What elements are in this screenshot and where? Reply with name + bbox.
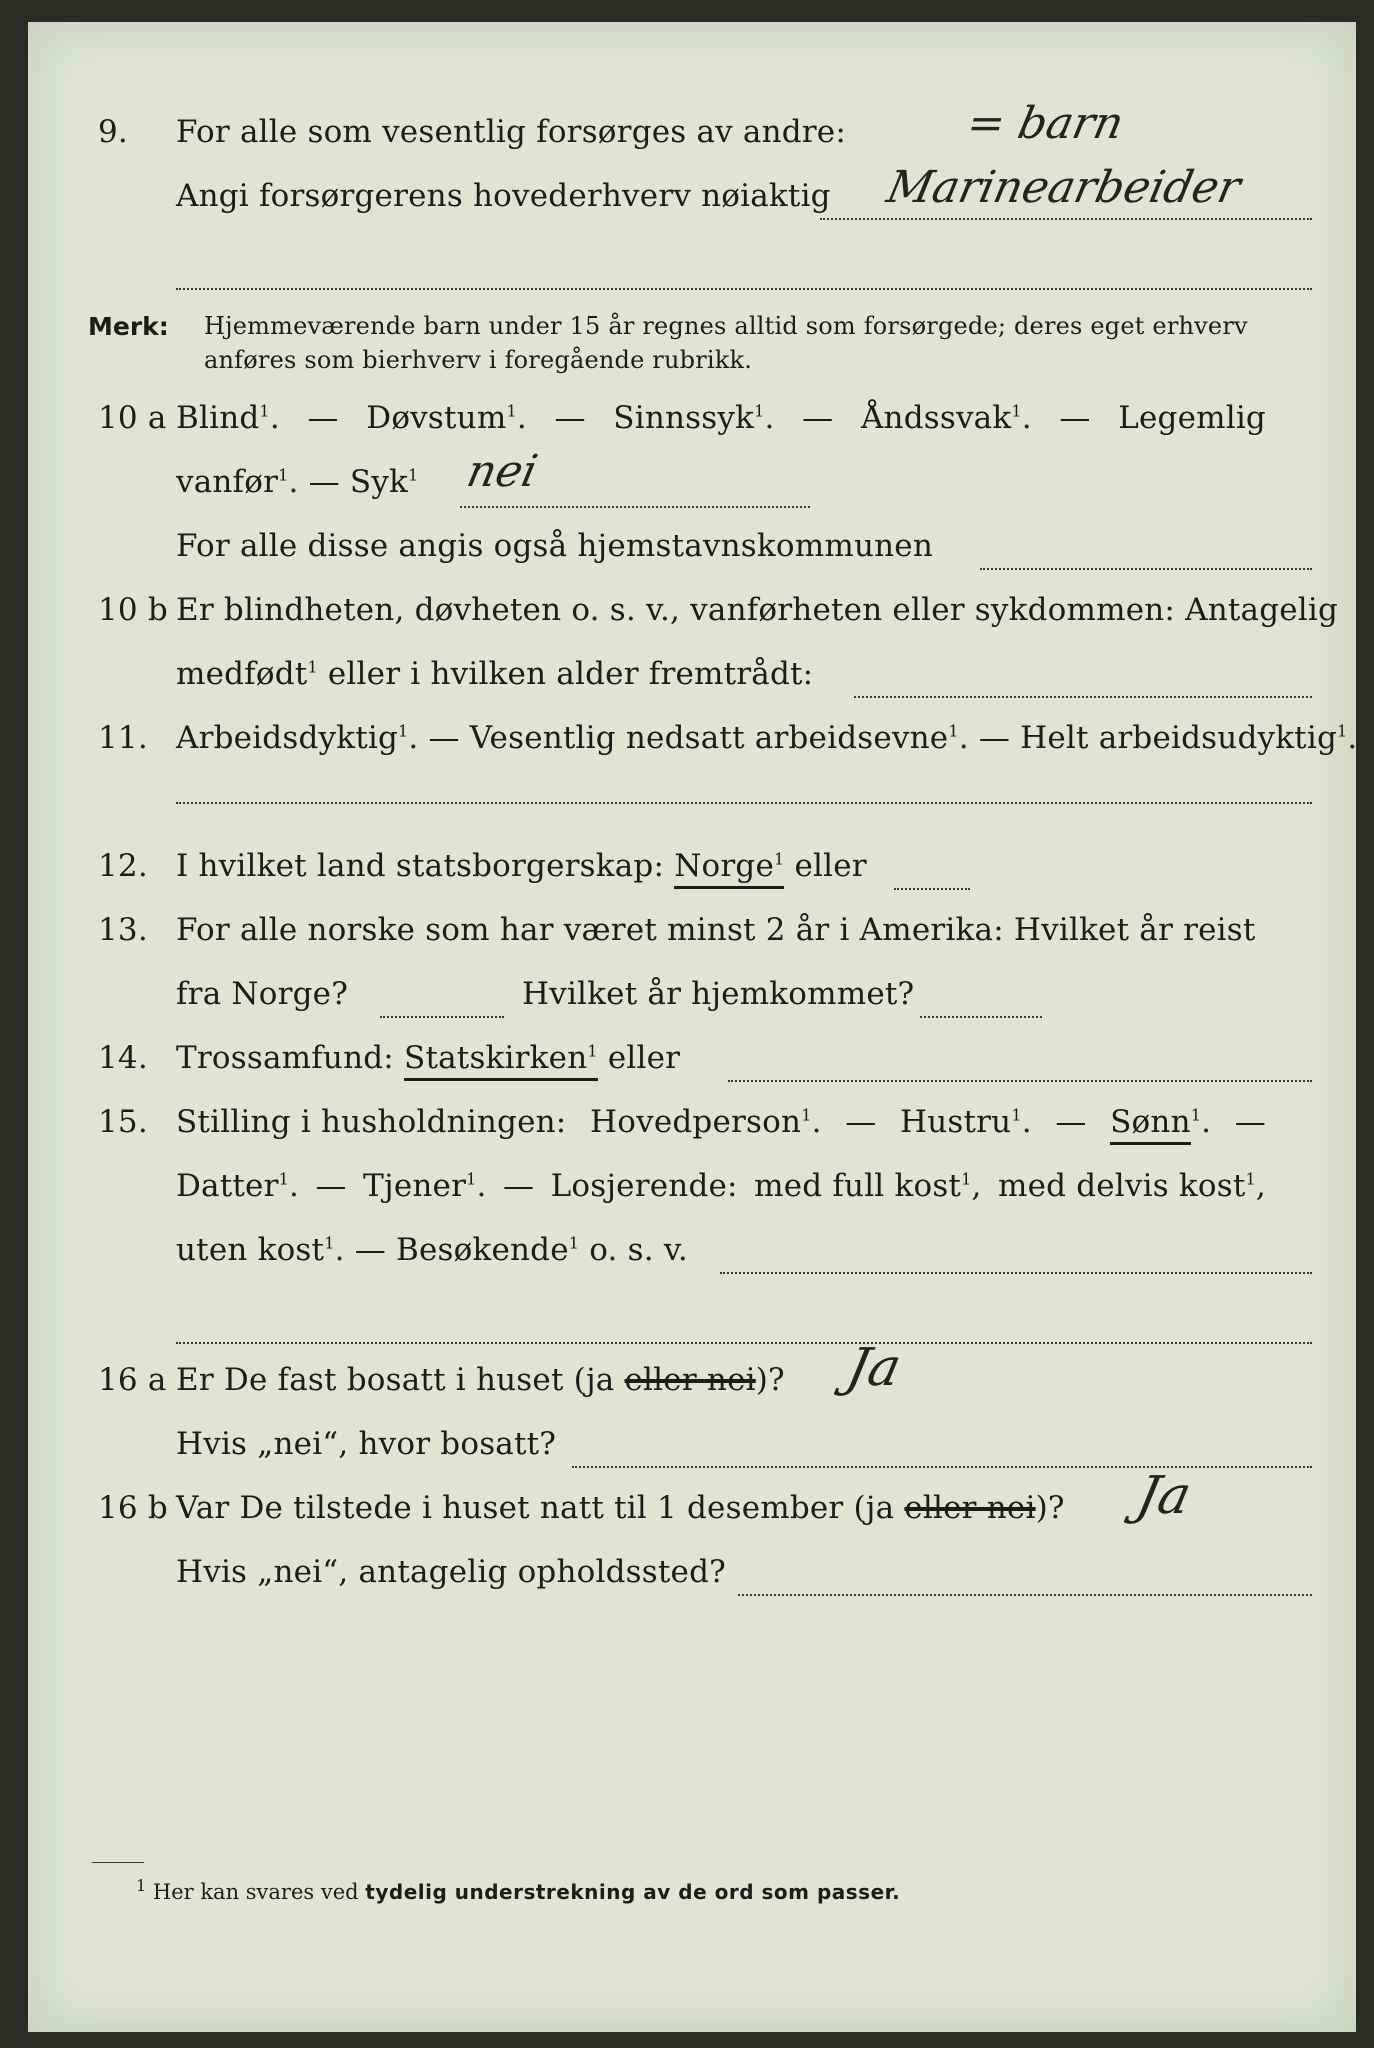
q9-text1: For alle som vesentlig forsørges av andre: (176, 114, 846, 150)
opt-syk: Syk (349, 464, 409, 500)
opt-full-kost: med full kost (754, 1168, 962, 1204)
q10a-number: 10 a (98, 400, 167, 436)
q15-osv: o. s. v. (589, 1232, 688, 1268)
q9-number: 9. (98, 114, 128, 150)
q15-number: 15. (98, 1104, 148, 1140)
opt-medfodt: medfødt (176, 656, 308, 692)
opt-datter: Datter (176, 1168, 279, 1204)
opt-sinnssyk: Sinnssyk (613, 400, 755, 436)
q13-hjemkommet-line (920, 1016, 1042, 1018)
opt-statskirken: Statskirken$^1$ (404, 1040, 598, 1081)
opt-uten-kost: uten kost (176, 1232, 325, 1268)
q15-extra-line (176, 1342, 1312, 1344)
q9-text2: Angi forsørgerens hovederhverv nøiaktig (176, 178, 831, 214)
q10a-options: Blind$^1$. — Døvstum$^1$. — Sinnssyk$^1$. — Åndssvak$^1$. — Legemlig (176, 400, 1266, 436)
opt-legemlig: Legemlig (1118, 400, 1266, 436)
opt-hovedperson: Hovedperson (590, 1104, 802, 1140)
q12-text: I hvilket land statsborgerskap: (176, 848, 665, 884)
q14-text: Trossamfund: (176, 1040, 394, 1076)
merk-text1: Hjemmeværende barn under 15 år regnes alltid som forsørgede; deres eget erhverv (204, 312, 1248, 340)
footnote-mark: 1 (136, 1876, 147, 1895)
q10a-handwritten-answer: nei (462, 446, 542, 497)
q13-number: 13. (98, 912, 148, 948)
opt-arbeidsdyktig: Arbeidsdyktig (176, 720, 399, 756)
q15-text: Stilling i husholdningen: (176, 1104, 567, 1140)
q16b-text1: Var De tilstede i huset natt til 1 desember (ja (176, 1490, 895, 1526)
q9-answer-line (820, 218, 1312, 220)
q10b-text1: Er blindheten, døvheten o. s. v., vanførheten eller sykdommen: Antagelig (176, 592, 1339, 628)
footnote-text: Her kan svares ved (152, 1880, 359, 1904)
q13-reist-line (380, 1016, 504, 1018)
q16a-text1: Er De fast bosatt i huset (ja (176, 1362, 615, 1398)
q16a-text2: Hvis „nei“, hvor bosatt? (176, 1426, 557, 1462)
opt-besokende: Besøkende (395, 1232, 569, 1268)
opt-hustru: Hustru (899, 1104, 1012, 1140)
q12-answer-line (894, 888, 970, 890)
q10a-kommune-line (980, 568, 1312, 570)
merk-text2: anføres som bierhverv i foregående rubrikk. (204, 346, 753, 374)
q9-handwritten-answer2: Marinearbeider (882, 162, 1245, 213)
opt-udyktig: Helt arbeidsudyktig (1020, 720, 1337, 756)
opt-sonn: Sønn (1110, 1104, 1191, 1145)
merk-label: Merk: (88, 312, 169, 341)
q10a-text3: For alle disse angis også hjemstavnskommunen (176, 528, 933, 564)
opt-losjerende: Losjerende: (550, 1168, 738, 1204)
footnote-rule (92, 1862, 144, 1863)
q11-answer-line (176, 802, 1312, 804)
opt-dovstum: Døvstum (366, 400, 507, 436)
q10b-number: 10 b (98, 592, 168, 628)
q16a-struck-option: eller nei (624, 1362, 756, 1398)
q10b-answer-line (854, 696, 1312, 698)
q13-text1: For alle norske som har været minst 2 år i Amerika: Hvilket år reist (176, 912, 1256, 948)
q16b-struck-option: eller nei (904, 1490, 1036, 1526)
q16b-number: 16 b (98, 1490, 168, 1526)
q14-eller: eller (607, 1040, 681, 1076)
opt-tjener: Tjener (363, 1168, 467, 1204)
q16a-answer-line (572, 1466, 1312, 1468)
q15-answer-line (720, 1272, 1312, 1274)
opt-vanfor: vanfør (176, 464, 279, 500)
q16b-handwritten-answer: Ja (1131, 1466, 1197, 1526)
footnote-bold-text: tydelig understrekning av de ord som passer. (365, 1880, 901, 1904)
q16b-text2: Hvis „nei“, antagelig opholdssted? (176, 1554, 726, 1590)
opt-andssvak: Åndssvak (860, 400, 1012, 436)
q16a-number: 16 a (98, 1362, 167, 1398)
opt-blind: Blind (176, 400, 260, 436)
q9-handwritten-answer1: = barn (962, 98, 1129, 149)
opt-delvis-kost: med delvis kost (997, 1168, 1246, 1204)
q13-text2a: fra Norge? (176, 976, 349, 1012)
q11-number: 11. (98, 720, 148, 756)
q14-answer-line (728, 1080, 1312, 1082)
q10a-syk-line (460, 506, 810, 508)
q16a-handwritten-answer: Ja (841, 1338, 907, 1398)
q14-number: 14. (98, 1040, 148, 1076)
census-form-page: 9. For alle som vesentlig forsørges av andre: = barn Angi forsørgerens hovederhverv nøiaktig Marinearbeider Merk: Hjemmeværende barn under 15 år regnes alltid som forsørgede; deres eget erhverv anføres som bierhverv i foregående rubrikk. 10 a Blind$^1$. — Døvstum$^1$. — Sinnssyk$^1$. — Åndssvak$^1$. — Legemlig vanfør$^1$. — Syk$^1$ nei For alle disse angis også hjemstavnskommunen 10 b Er blindheten, døvheten o. s. v., vanførheten eller sykdommen: Antagelig medfødt$^1$ eller i hvilken alder fremtrådt: 11. Arbeidsdyktig$^1$. — Vesentlig nedsatt arbeidsevne$^1$. — Helt arbeidsudyktig$^1$. 12. I hvilket land statsborgerskap: Norge$^1$ eller 13. For alle norske som har været minst 2 år i Amerika: Hvilket år reist fra Norge? Hvilket år hjemkommet? 14. Trossamfund: Statskirken$^1$ eller 15. Stilling i husholdningen: Hovedperson$^1$. — Hustru$^1$. — Sønn$^1$. — Datter$^1$. — Tjener$^1$. — Losjerende: med full kost$^1$, med delvis kost$^1$, uten kost$^1$. — Besøkende$^1$ o. s. v. 16 a Er De fast bosatt i huset (ja eller nei)? Ja Hvis „nei“, hvor bosatt? 16 b Var De tilstede i huset natt til 1 desember (ja eller nei)? Ja Hvis „nei“, antagelig opholdssted? $^1$ Her kan svares ved tydelig understrekning av de ord som passer. (28, 22, 1356, 2032)
footnote (136, 1876, 901, 1904)
q10b-text2: eller i hvilken alder fremtrådt: (327, 656, 814, 692)
q12-eller: eller (794, 848, 867, 884)
q16b-answer-line (738, 1594, 1312, 1596)
opt-nedsatt: Vesentlig nedsatt arbeidsevne (469, 720, 949, 756)
q13-text2b: Hvilket år hjemkommet? (522, 976, 915, 1012)
q12-number: 12. (98, 848, 148, 884)
opt-norge: Norge$^1$ (674, 848, 784, 889)
q9-extra-line (176, 288, 1312, 290)
